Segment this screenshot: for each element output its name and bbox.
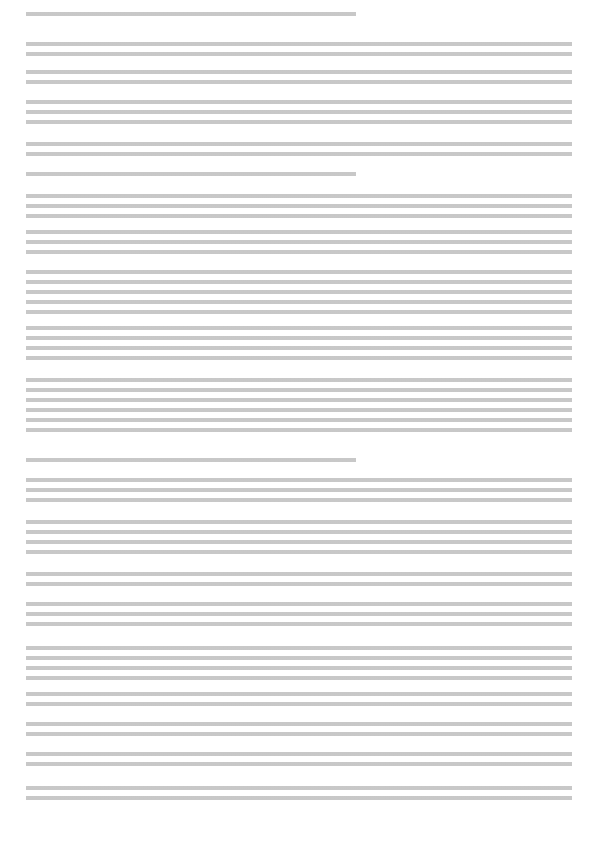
- paragraph: [26, 572, 572, 586]
- paragraph: [26, 602, 572, 626]
- paragraph: [26, 752, 572, 766]
- paragraph: [26, 520, 572, 554]
- paragraph: [26, 692, 572, 706]
- paragraph: [26, 100, 572, 124]
- paragraph: [26, 172, 356, 176]
- paragraph: [26, 458, 356, 462]
- paragraph: [26, 70, 572, 84]
- paragraph: [26, 12, 356, 16]
- paragraph: [26, 722, 572, 736]
- paragraph: [26, 786, 572, 800]
- paragraph: [26, 194, 572, 218]
- paragraph: [26, 378, 572, 432]
- paragraph: [26, 270, 572, 314]
- paragraph: [26, 478, 572, 502]
- paragraph: [26, 42, 572, 56]
- paragraph: [26, 230, 572, 254]
- paragraph: [26, 142, 572, 156]
- paragraph: [26, 646, 572, 680]
- paragraph: [26, 326, 572, 360]
